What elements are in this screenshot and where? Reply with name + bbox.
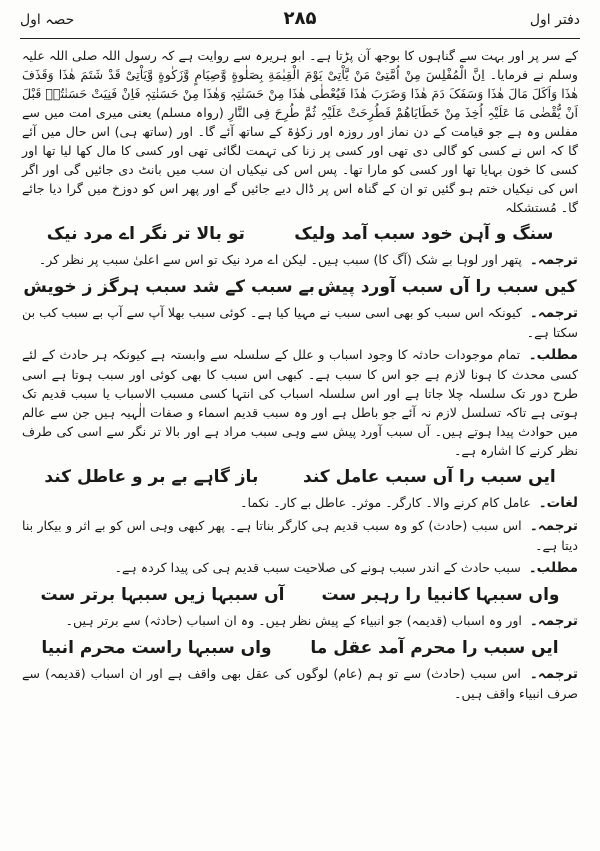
translation-4-text: اور وہ اسباب (قدیمہ) جو انبیاء کے پیش نظر ہیں۔ وہ ان اسباب (حادثہ) سے برتر ہیں۔ — [65, 613, 522, 628]
header-rule — [20, 38, 580, 39]
book-title: دفتر اول — [529, 12, 580, 28]
page-header — [20, 6, 580, 36]
verse-1 — [22, 222, 578, 246]
translation-4-label: ترجمہ۔ — [529, 613, 578, 629]
verse-3-left: باز گاہے بے بر و عاطل کند — [44, 467, 259, 487]
translation-3-label: ترجمہ۔ — [529, 518, 578, 534]
verse-3 — [22, 465, 578, 489]
verse-1-right: سنگ و آہن خود سبب آمد ولیک — [294, 224, 554, 244]
translation-2 — [22, 303, 578, 342]
explanation-2-label: مطلب۔ — [528, 560, 578, 576]
translation-1-label: ترجمہ۔ — [529, 252, 578, 268]
verse-2-right: کیں سبب را آں سبب آورد پیش — [317, 277, 577, 297]
verse-5 — [22, 636, 578, 660]
verse-5-right: ایں سبب را محرم آمد عقل ما — [310, 638, 559, 658]
page-number: ۲۸۵ — [283, 8, 317, 29]
vocabulary — [22, 493, 578, 513]
verse-4-right: واں سببہا کانبیا را رہبر ست — [321, 585, 560, 605]
intro-paragraph — [22, 46, 578, 217]
translation-2-text: کیونکہ اس سبب کو بھی اسی سبب نے مہیا کیا ہے۔ کوئی سبب بھلا آپ سے آپ بے سبب کب بن سکتا ہے۔ — [22, 305, 578, 340]
vocabulary-text: عامل کام کرنے والا۔ کارگر۔ موثر۔ عاطل بے کار۔ نکما۔ — [240, 495, 531, 510]
hadith-reference: (رواہ مسلم) — [155, 105, 224, 120]
vocabulary-label: لغات۔ — [538, 495, 578, 511]
verse-4-left: آں سببہا زیں سببہا برتر ست — [40, 585, 285, 605]
verse-5-left: واں سببہا راست محرم انبیا — [41, 638, 272, 658]
section-title: حصہ اول — [20, 12, 75, 28]
verse-3-right: ایں سبب را آں سبب عامل کند — [303, 467, 556, 487]
translation-2-label: ترجمہ۔ — [529, 305, 578, 321]
verse-1-left: تو بالا تر نگر اے مرد نیک — [46, 224, 245, 244]
translation-4 — [22, 611, 578, 631]
explanation-2 — [22, 558, 578, 578]
translation-1 — [22, 250, 578, 270]
intro-text: کے سر پر اور بہت سے گناہوں کا بوجھ آن پڑتا ہے۔ ابو ہریرہ سے روایت ہے کہ رسول اللہ صلی اللہ علیہ وسلم نے فرمایا۔ — [22, 48, 578, 82]
translation-3 — [22, 516, 578, 555]
explanation-1 — [22, 345, 578, 460]
translation-5-label: ترجمہ۔ — [529, 666, 578, 682]
explanation-1-label: مطلب۔ — [528, 347, 578, 363]
verse-4 — [22, 583, 578, 607]
mustashkila-label: مُستشکلہ — [505, 200, 557, 215]
page-body — [22, 46, 578, 841]
hadith-translation: یعنی میری امت میں سے مفلس وہ ہے جو قیامت کے دن نماز اور روزہ اور زکوٰۃ کے ساتھ آئے گا۔ اور (ساتھ ہی) اس حال میں آئے گا کہ اس نے کسی کو گالی دی تھی اور کسی پر زنا کی تہمت لگائی تھی اور کسی کا مال کھا لیا تھا اور کسی کا خون بہایا تھا اور کسی کو مارا تھا۔ پس اس کی نیکیاں ان سب میں بانٹ دی جائیں گی اور اگر اس کی نیکیاں ختم ہو گئیں تو ان کے گناہ اس پر ڈال دیے جائیں گے اور پھر اس کو دوزخ میں گرا دیا جائے گا۔ — [22, 105, 578, 215]
translation-5 — [22, 664, 578, 703]
explanation-1-text: تمام موجودات حادثہ کا وجود اسباب و علل کے سلسلہ سے وابستہ ہے کیونکہ ہر حادث کے لئے کسی محدث کا ہونا لازم ہے جو اس کا سبب ہے۔ کبھی اس سبب کا بھی کوئی اور سبب ہوتا ہے اسی طرح دور تک سلسلہ چلا جاتا ہے اور اس سلسلہ اسباب کی انتہا کسی مسبب الاسباب یا سبب قدیم تک ہوتی ہے تاکہ تسلسل لازم نہ آئے جو باطل ہے اور وہ سبب قدیم اسماء و صفات الٰہیہ ہیں جن سے عالم میں حوادث پیدا ہوتے ہیں۔ آں سبب آورد پیش سے وہی سبب مراد ہے اور بالا تر نگر سے اسی کی طرف نظر کرنے کا اشارہ ہے۔ — [22, 347, 578, 458]
translation-3-text: اس سبب (حادث) کو وہ سبب قدیم ہی کارگر بناتا ہے۔ پھر کبھی وہی اس کو بے اثر و بیکار بنا دیتا ہے۔ — [22, 518, 578, 553]
explanation-2-text: سبب حادث کے اندر سبب ہونے کی صلاحیت سبب قدیم ہی کی پیدا کردہ ہے۔ — [114, 560, 521, 575]
translation-5-text: اس سبب (حادث) سے تو ہم (عام) لوگوں کی عقل بھی واقف ہے اور ان اسباب (قدیمہ) سے صرف انبیاء واقف ہیں۔ — [22, 666, 578, 701]
verse-2-left: بے سبب کے شد سبب ہرگز ز خویش — [23, 277, 315, 297]
translation-1-text: پتھر اور لوہا بے شک (آگ کا) سبب ہیں۔ لیکن اے مرد نیک تو اس سے اعلیٰ سبب پر نظر کر۔ — [38, 252, 522, 267]
verse-2 — [22, 275, 578, 299]
hadith-text: اِنَّ الْمُفْلِسَ مِنْ اُمَّتِیْ مَنْ یَّاْتِیْ یَوْمَ الْقِیٰمَةِ بِصَلٰوةٍ وَّصِیَامٍ وَّزَکٰوةٍ وَّیَاْتِیْ قَدْ شَتَمَ ھٰذَا وَقَذَفَ ھٰذَا وَاَکَلَ مَالَ ھٰذَا وَسَفَکَ دَمَ ھٰذَا وَضَرَبَ ھٰذَا فَیُعْطٰی ھٰذَا مِنْ حَسَنٰتِہٖ وَھٰذَا مِنْ حَسَنٰتِہٖ فَاِنْ فَنِیَتْ حَسَنٰتُہٗ قَبْلَ اَنْ یُّقْضٰی مَا عَلَیْہِ اُخِذَ مِنْ خَطَایَاھُمْ فَطُرِحَتْ عَلَیْہِ ثُمَّ طُرِحَ فِی النَّارِ — [22, 67, 579, 120]
